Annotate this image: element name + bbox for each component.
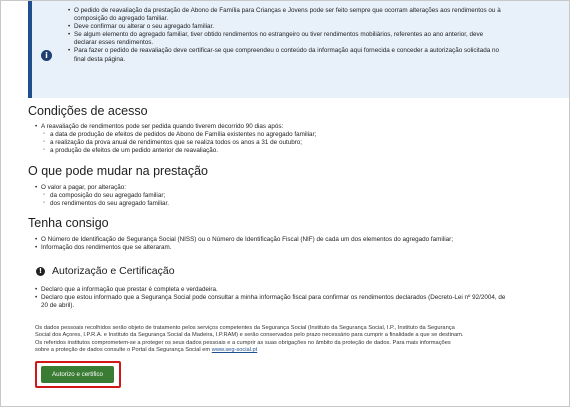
changes-item-text: O valor a pagar, por alteração:: [41, 184, 127, 191]
info-notice-box: [28, 1, 570, 98]
info-notice-text: • Deve confirmar ou alterar o seu agregado familiar.: [74, 23, 215, 31]
list-item: • Informação dos rendimentos que se alteraram.: [35, 244, 453, 252]
changes-heading: O que pode mudar na prestação: [28, 164, 208, 178]
info-notice-list: [68, 7, 570, 64]
list-item: • O Número de Identificação de Segurança Social (NISS) ou o Número de Identificação Fiscal (NIF) de cada um dos elementos do agregado familiar;: [35, 236, 453, 244]
info-notice-text: • Para fazer o pedido de reavaliação deve certificar-se que compreendeu o conteúdo da informação aqui fornecida e conceder a autorização solicitada no: [74, 47, 499, 55]
info-notice-text: final desta página.: [74, 55, 126, 63]
info-notice-text: composição do agregado familiar.: [74, 15, 169, 23]
authorize-certify-button[interactable]: Autorizo e certifico: [41, 366, 114, 383]
list-item: [35, 286, 505, 294]
info-notice-text: declarar esses rendimentos.: [74, 39, 154, 47]
info-notice-item: [68, 47, 570, 63]
info-notice-item: [68, 7, 570, 23]
changes-sublist: [43, 192, 169, 208]
notice-line: Os referidos institutos comprometem-se a proteger os seus dados pessoais e a cumprir as suas obrigações no âmbito da proteção de dados. Para mais informações: [35, 339, 451, 346]
data-protection-notice: [35, 325, 555, 355]
exclamation-icon: !: [36, 267, 45, 276]
list-subitem: ◦ dos rendimentos do seu agregado familiar.: [43, 200, 169, 208]
list-item: [35, 123, 316, 155]
conditions-item-text: A reavaliação de rendimentos pode ser pedida quando tiverem decorrido 90 dias após:: [41, 123, 284, 130]
notice-line: Social dos Açores, I.P.R.A. e Instituto da Segurança Social da Madeira, I.P.RAM) e serão conservados pelo prazo necessário para cumprir a finalidade a que se destinam.: [35, 332, 464, 339]
conditions-heading: Condições de acesso: [28, 104, 148, 118]
conditions-sublist: [43, 131, 316, 155]
info-notice-text: • Se algum elemento do agregado familiar, tiver obtido rendimentos no estrangeiro ou tiver rendimentos mobiliários, referentes ao ano anterior, deve: [74, 31, 484, 39]
list-subitem: ◦ a realização da prova anual de rendimentos que se realiza todos os anos a 31 de outubro;: [43, 139, 316, 147]
have-with-you-heading: Tenha consigo: [28, 216, 109, 230]
changes-list: [35, 184, 169, 208]
authorization-item-text: Declaro que a informação que prestar é completa e verdadeira.: [41, 286, 218, 293]
notice-line: Os dados pessoais recolhidos serão objeto de tratamento pelos serviços competentes da Segurança Social (Instituto da Segurança Social, I.P., Instituto da Segurança: [35, 325, 455, 331]
list-subitem: ◦ a produção de efeitos de um pedido anterior de reavaliação.: [43, 147, 316, 155]
info-notice-text: • O pedido de reavaliação da prestação de Abono de Família para Crianças e Jovens pode ser feito sempre que ocorram alterações aos rendimentos ou à: [74, 7, 501, 14]
list-subitem: ◦ a data de produção de efeitos de pedidos de Abono de Família existentes no agregado familiar;: [43, 131, 316, 139]
list-item: [35, 294, 505, 310]
info-notice-item: [68, 31, 570, 47]
conditions-list: [35, 123, 316, 155]
authorization-item-text: 20 de abril).: [41, 301, 75, 309]
info-notice-item: [68, 23, 570, 31]
info-icon: i: [41, 50, 52, 61]
notice-line-text: sobre a proteção de dados consulte o Portal da Segurança Social em: [35, 347, 212, 354]
notice-line: [35, 347, 555, 354]
authorization-item-text: • Declaro que estou informado que a Segurança Social pode consultar a minha informação fiscal para confirmar os rendimentos declarados (Decreto-Lei nº 92/2004, de: [41, 293, 506, 301]
have-with-you-list: [35, 236, 453, 252]
authorization-heading: [36, 265, 175, 277]
seg-social-link[interactable]: www.seg-social.pt: [211, 347, 258, 354]
authorization-list: [35, 286, 505, 310]
authorization-title: Autorização e Certificação: [52, 265, 175, 277]
list-item: [35, 184, 169, 208]
list-subitem: ◦ da composição do seu agregado familiar;: [43, 192, 169, 200]
